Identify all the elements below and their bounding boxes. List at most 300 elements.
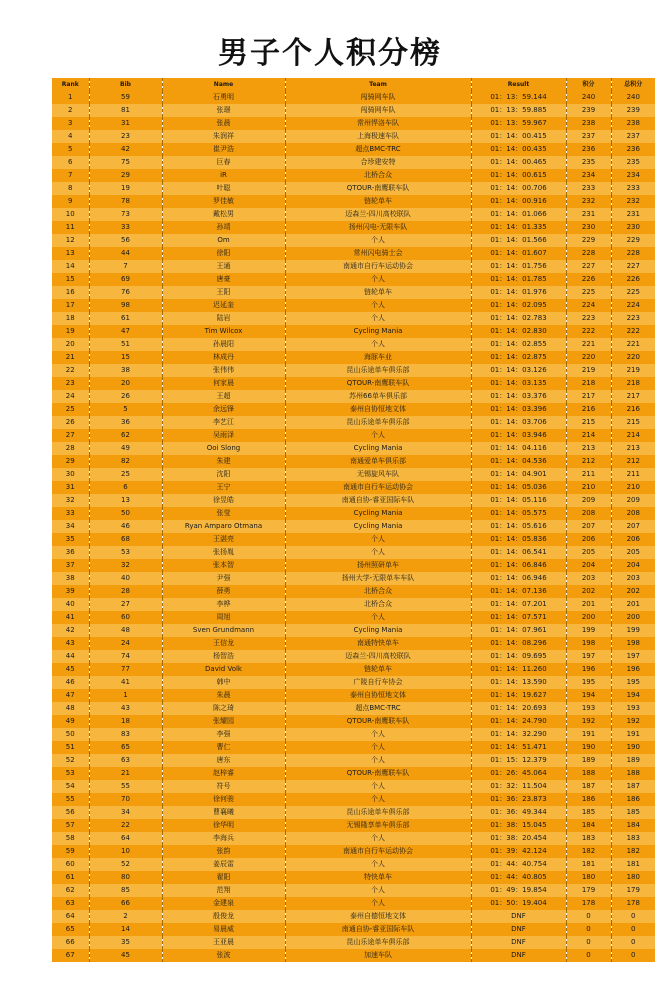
cell-rank: 48 bbox=[52, 702, 89, 715]
cell-total-points: 201 bbox=[611, 598, 655, 611]
table-row bbox=[52, 104, 655, 117]
table-row bbox=[52, 520, 655, 533]
cell-bib: 76 bbox=[89, 286, 162, 299]
cell-result: DNF bbox=[471, 936, 566, 949]
cell-total-points: 193 bbox=[611, 702, 655, 715]
cell-name: 戴松男 bbox=[162, 208, 285, 221]
cell-result: 01：14：01.566 bbox=[471, 234, 566, 247]
cell-team: Cycling Mania bbox=[285, 507, 471, 520]
cell-name: 张韵 bbox=[162, 845, 285, 858]
cell-bib: 18 bbox=[89, 715, 162, 728]
cell-team: 常州悍洛车队 bbox=[285, 117, 471, 130]
cell-bib: 64 bbox=[89, 832, 162, 845]
cell-points: 187 bbox=[566, 780, 611, 793]
cell-bib: 62 bbox=[89, 429, 162, 442]
cell-total-points: 228 bbox=[611, 247, 655, 260]
cell-rank: 41 bbox=[52, 611, 89, 624]
cell-name: 唐豪 bbox=[162, 273, 285, 286]
cell-points: 178 bbox=[566, 897, 611, 910]
cell-rank: 4 bbox=[52, 130, 89, 143]
cell-bib: 61 bbox=[89, 312, 162, 325]
cell-result: 01：14：13.590 bbox=[471, 676, 566, 689]
table-row bbox=[52, 494, 655, 507]
cell-name: 张本智 bbox=[162, 559, 285, 572]
cell-result: 01：14：51.471 bbox=[471, 741, 566, 754]
cell-rank: 51 bbox=[52, 741, 89, 754]
cell-result: 01：14：07.961 bbox=[471, 624, 566, 637]
cell-rank: 28 bbox=[52, 442, 89, 455]
cell-rank: 32 bbox=[52, 494, 89, 507]
cell-team: 南通市自行车运动协会 bbox=[285, 481, 471, 494]
cell-rank: 64 bbox=[52, 910, 89, 923]
cell-rank: 38 bbox=[52, 572, 89, 585]
cell-name: 王通 bbox=[162, 260, 285, 273]
cell-result: 01：14：03.946 bbox=[471, 429, 566, 442]
cell-bib: 41 bbox=[89, 676, 162, 689]
cell-total-points: 204 bbox=[611, 559, 655, 572]
cell-rank: 25 bbox=[52, 403, 89, 416]
cell-points: 180 bbox=[566, 871, 611, 884]
cell-rank: 67 bbox=[52, 949, 89, 962]
cell-team: 个人 bbox=[285, 299, 471, 312]
cell-total-points: 238 bbox=[611, 117, 655, 130]
cell-bib: 78 bbox=[89, 195, 162, 208]
cell-result: 01：36：49.344 bbox=[471, 806, 566, 819]
cell-total-points: 233 bbox=[611, 182, 655, 195]
cell-team: 个人 bbox=[285, 338, 471, 351]
table-row bbox=[52, 624, 655, 637]
cell-bib: 19 bbox=[89, 182, 162, 195]
cell-total-points: 179 bbox=[611, 884, 655, 897]
cell-rank: 17 bbox=[52, 299, 89, 312]
cell-team: 北桥合众 bbox=[285, 598, 471, 611]
cell-rank: 50 bbox=[52, 728, 89, 741]
cell-result: 01：14：00.435 bbox=[471, 143, 566, 156]
cell-points: 234 bbox=[566, 169, 611, 182]
cell-points: 211 bbox=[566, 468, 611, 481]
cell-total-points: 211 bbox=[611, 468, 655, 481]
cell-team: 个人 bbox=[285, 611, 471, 624]
cell-result: 01：14：02.095 bbox=[471, 299, 566, 312]
cell-bib: 29 bbox=[89, 169, 162, 182]
cell-total-points: 194 bbox=[611, 689, 655, 702]
cell-bib: 33 bbox=[89, 221, 162, 234]
cell-bib: 6 bbox=[89, 481, 162, 494]
cell-points: 220 bbox=[566, 351, 611, 364]
cell-name: 何家晨 bbox=[162, 377, 285, 390]
cell-bib: 25 bbox=[89, 468, 162, 481]
cell-points: 189 bbox=[566, 754, 611, 767]
cell-result: 01：50：19.404 bbox=[471, 897, 566, 910]
cell-bib: 49 bbox=[89, 442, 162, 455]
table-row bbox=[52, 819, 655, 832]
cell-name: Sven Grundmann bbox=[162, 624, 285, 637]
cell-result: 01：44：40.754 bbox=[471, 858, 566, 871]
cell-result: 01：14：00.465 bbox=[471, 156, 566, 169]
cell-result: 01：14：01.756 bbox=[471, 260, 566, 273]
table-row bbox=[52, 689, 655, 702]
cell-rank: 24 bbox=[52, 390, 89, 403]
cell-team: 个人 bbox=[285, 273, 471, 286]
cell-total-points: 235 bbox=[611, 156, 655, 169]
cell-rank: 5 bbox=[52, 143, 89, 156]
cell-total-points: 224 bbox=[611, 299, 655, 312]
table-row bbox=[52, 533, 655, 546]
cell-points: 0 bbox=[566, 910, 611, 923]
cell-total-points: 214 bbox=[611, 429, 655, 442]
cell-total-points: 218 bbox=[611, 377, 655, 390]
cell-total-points: 221 bbox=[611, 338, 655, 351]
cell-points: 198 bbox=[566, 637, 611, 650]
cell-points: 210 bbox=[566, 481, 611, 494]
cell-points: 206 bbox=[566, 533, 611, 546]
cell-rank: 39 bbox=[52, 585, 89, 598]
cell-bib: 47 bbox=[89, 325, 162, 338]
cell-total-points: 231 bbox=[611, 208, 655, 221]
cell-rank: 37 bbox=[52, 559, 89, 572]
cell-total-points: 226 bbox=[611, 273, 655, 286]
cell-result: 01：14：01.066 bbox=[471, 208, 566, 221]
cell-points: 231 bbox=[566, 208, 611, 221]
cell-bib: 83 bbox=[89, 728, 162, 741]
cell-team: Cycling Mania bbox=[285, 624, 471, 637]
cell-result: 01：14：32.290 bbox=[471, 728, 566, 741]
cell-rank: 2 bbox=[52, 104, 89, 117]
cell-bib: 50 bbox=[89, 507, 162, 520]
cell-total-points: 180 bbox=[611, 871, 655, 884]
cell-bib: 40 bbox=[89, 572, 162, 585]
cell-name: 吴雨泽 bbox=[162, 429, 285, 442]
cell-points: 209 bbox=[566, 494, 611, 507]
cell-name: 李艺江 bbox=[162, 416, 285, 429]
table-row bbox=[52, 949, 655, 962]
cell-total-points: 203 bbox=[611, 572, 655, 585]
table-row bbox=[52, 442, 655, 455]
cell-result: 01：14：01.785 bbox=[471, 273, 566, 286]
cell-total-points: 0 bbox=[611, 949, 655, 962]
cell-name: iR bbox=[162, 169, 285, 182]
table-row bbox=[52, 923, 655, 936]
cell-team: 个人 bbox=[285, 741, 471, 754]
table-row bbox=[52, 286, 655, 299]
cell-points: 215 bbox=[566, 416, 611, 429]
cell-points: 195 bbox=[566, 676, 611, 689]
cell-points: 204 bbox=[566, 559, 611, 572]
table-row bbox=[52, 390, 655, 403]
header-rank: Rank bbox=[52, 78, 89, 91]
cell-name: 陈之琦 bbox=[162, 702, 285, 715]
cell-result: DNF bbox=[471, 910, 566, 923]
cell-name: 王超 bbox=[162, 390, 285, 403]
cell-total-points: 0 bbox=[611, 936, 655, 949]
cell-team: Cycling Mania bbox=[285, 520, 471, 533]
cell-rank: 62 bbox=[52, 884, 89, 897]
cell-rank: 33 bbox=[52, 507, 89, 520]
cell-total-points: 205 bbox=[611, 546, 655, 559]
cell-total-points: 202 bbox=[611, 585, 655, 598]
cell-result: 01：14：09.695 bbox=[471, 650, 566, 663]
cell-rank: 6 bbox=[52, 156, 89, 169]
cell-bib: 36 bbox=[89, 416, 162, 429]
cell-team: Cycling Mania bbox=[285, 442, 471, 455]
cell-points: 208 bbox=[566, 507, 611, 520]
cell-total-points: 198 bbox=[611, 637, 655, 650]
table-row bbox=[52, 221, 655, 234]
cell-bib: 15 bbox=[89, 351, 162, 364]
cell-result: 01：14：07.136 bbox=[471, 585, 566, 598]
cell-name: 赵梓睿 bbox=[162, 767, 285, 780]
cell-rank: 10 bbox=[52, 208, 89, 221]
table-row bbox=[52, 273, 655, 286]
cell-team: 个人 bbox=[285, 312, 471, 325]
header-team: Team bbox=[285, 78, 471, 91]
cell-bib: 53 bbox=[89, 546, 162, 559]
cell-bib: 45 bbox=[89, 949, 162, 962]
table-row bbox=[52, 481, 655, 494]
cell-points: 237 bbox=[566, 130, 611, 143]
cell-bib: 5 bbox=[89, 403, 162, 416]
table-row bbox=[52, 429, 655, 442]
cell-result: 01：14：07.201 bbox=[471, 598, 566, 611]
cell-total-points: 183 bbox=[611, 832, 655, 845]
table-row bbox=[52, 299, 655, 312]
cell-result: 01：14：03.706 bbox=[471, 416, 566, 429]
cell-points: 185 bbox=[566, 806, 611, 819]
table-row bbox=[52, 338, 655, 351]
cell-bib: 73 bbox=[89, 208, 162, 221]
table-row bbox=[52, 546, 655, 559]
cell-rank: 66 bbox=[52, 936, 89, 949]
table-row bbox=[52, 793, 655, 806]
cell-name: Om bbox=[162, 234, 285, 247]
cell-result: 01：26：45.064 bbox=[471, 767, 566, 780]
table-row bbox=[52, 741, 655, 754]
cell-result: 01：13：59.144 bbox=[471, 91, 566, 104]
cell-name: 孙晨阳 bbox=[162, 338, 285, 351]
cell-points: 184 bbox=[566, 819, 611, 832]
cell-name: Ryan Amparo Otmana bbox=[162, 520, 285, 533]
cell-name: 徐华明 bbox=[162, 819, 285, 832]
cell-rank: 59 bbox=[52, 845, 89, 858]
table-row bbox=[52, 195, 655, 208]
cell-name: 陆岩 bbox=[162, 312, 285, 325]
cell-name: 薛勇 bbox=[162, 585, 285, 598]
header-name: Name bbox=[162, 78, 285, 91]
table-row bbox=[52, 650, 655, 663]
cell-result: 01：14：03.135 bbox=[471, 377, 566, 390]
cell-team: 南通自协-睿亚国际车队 bbox=[285, 923, 471, 936]
cell-points: 205 bbox=[566, 546, 611, 559]
cell-bib: 52 bbox=[89, 858, 162, 871]
table-row bbox=[52, 325, 655, 338]
cell-total-points: 181 bbox=[611, 858, 655, 871]
cell-bib: 21 bbox=[89, 767, 162, 780]
cell-rank: 40 bbox=[52, 598, 89, 611]
cell-rank: 21 bbox=[52, 351, 89, 364]
table-row bbox=[52, 598, 655, 611]
cell-rank: 23 bbox=[52, 377, 89, 390]
cell-total-points: 197 bbox=[611, 650, 655, 663]
cell-total-points: 223 bbox=[611, 312, 655, 325]
cell-bib: 28 bbox=[89, 585, 162, 598]
cell-rank: 35 bbox=[52, 533, 89, 546]
cell-name: 巨春 bbox=[162, 156, 285, 169]
cell-team: 个人 bbox=[285, 728, 471, 741]
cell-bib: 48 bbox=[89, 624, 162, 637]
table-row bbox=[52, 416, 655, 429]
cell-rank: 27 bbox=[52, 429, 89, 442]
cell-bib: 27 bbox=[89, 598, 162, 611]
cell-rank: 3 bbox=[52, 117, 89, 130]
cell-bib: 2 bbox=[89, 910, 162, 923]
cell-rank: 13 bbox=[52, 247, 89, 260]
table-row bbox=[52, 780, 655, 793]
cell-rank: 16 bbox=[52, 286, 89, 299]
cell-total-points: 192 bbox=[611, 715, 655, 728]
cell-total-points: 236 bbox=[611, 143, 655, 156]
cell-team: 个人 bbox=[285, 832, 471, 845]
cell-points: 0 bbox=[566, 949, 611, 962]
cell-rank: 61 bbox=[52, 871, 89, 884]
cell-result: 01：14：03.126 bbox=[471, 364, 566, 377]
cell-result: 01：14：00.916 bbox=[471, 195, 566, 208]
table-row bbox=[52, 936, 655, 949]
cell-rank: 18 bbox=[52, 312, 89, 325]
cell-bib: 63 bbox=[89, 754, 162, 767]
cell-name: 符号 bbox=[162, 780, 285, 793]
cell-name: 周旭 bbox=[162, 611, 285, 624]
cell-points: 225 bbox=[566, 286, 611, 299]
cell-name: 翟阳 bbox=[162, 871, 285, 884]
cell-result: 01：32：11.504 bbox=[471, 780, 566, 793]
cell-points: 219 bbox=[566, 364, 611, 377]
cell-points: 227 bbox=[566, 260, 611, 273]
cell-team: Cycling Mania bbox=[285, 325, 471, 338]
cell-rank: 47 bbox=[52, 689, 89, 702]
cell-total-points: 0 bbox=[611, 910, 655, 923]
cell-points: 188 bbox=[566, 767, 611, 780]
cell-points: 238 bbox=[566, 117, 611, 130]
cell-rank: 55 bbox=[52, 793, 89, 806]
cell-result: DNF bbox=[471, 923, 566, 936]
cell-result: 01：14：02.875 bbox=[471, 351, 566, 364]
cell-points: 0 bbox=[566, 923, 611, 936]
cell-rank: 30 bbox=[52, 468, 89, 481]
cell-result: 01：14：01.335 bbox=[471, 221, 566, 234]
cell-points: 217 bbox=[566, 390, 611, 403]
cell-team: 个人 bbox=[285, 533, 471, 546]
cell-points: 179 bbox=[566, 884, 611, 897]
cell-points: 218 bbox=[566, 377, 611, 390]
cell-points: 230 bbox=[566, 221, 611, 234]
cell-name: 姜辰雷 bbox=[162, 858, 285, 871]
cell-team: 北桥合众 bbox=[285, 169, 471, 182]
cell-name: 尹强 bbox=[162, 572, 285, 585]
cell-rank: 57 bbox=[52, 819, 89, 832]
cell-bib: 80 bbox=[89, 871, 162, 884]
cell-name: 林成丹 bbox=[162, 351, 285, 364]
cell-team: 链轮单车 bbox=[285, 195, 471, 208]
cell-name: 孙靖 bbox=[162, 221, 285, 234]
cell-bib: 60 bbox=[89, 611, 162, 624]
table-row bbox=[52, 611, 655, 624]
cell-bib: 66 bbox=[89, 897, 162, 910]
cell-team: 南通市自行车运动协会 bbox=[285, 260, 471, 273]
cell-team: 链轮单车 bbox=[285, 663, 471, 676]
cell-result: DNF bbox=[471, 949, 566, 962]
cell-team: 个人 bbox=[285, 429, 471, 442]
cell-name: 易晨威 bbox=[162, 923, 285, 936]
cell-bib: 26 bbox=[89, 390, 162, 403]
cell-bib: 43 bbox=[89, 702, 162, 715]
cell-result: 01：14：00.615 bbox=[471, 169, 566, 182]
cell-name: 曹襄曦 bbox=[162, 806, 285, 819]
cell-name: 王信龙 bbox=[162, 637, 285, 650]
table-row bbox=[52, 234, 655, 247]
cell-name: 迟延奎 bbox=[162, 299, 285, 312]
cell-total-points: 182 bbox=[611, 845, 655, 858]
cell-rank: 7 bbox=[52, 169, 89, 182]
cell-team: 特快单车 bbox=[285, 871, 471, 884]
cell-name: 朱润祥 bbox=[162, 130, 285, 143]
cell-team: 闯骑网车队 bbox=[285, 104, 471, 117]
cell-name: 徐阳 bbox=[162, 247, 285, 260]
cell-points: 228 bbox=[566, 247, 611, 260]
cell-total-points: 186 bbox=[611, 793, 655, 806]
cell-result: 01：14：06.946 bbox=[471, 572, 566, 585]
cell-result: 01：14：19.627 bbox=[471, 689, 566, 702]
cell-name: 王阳 bbox=[162, 286, 285, 299]
cell-bib: 74 bbox=[89, 650, 162, 663]
cell-result: 01：14：05.036 bbox=[471, 481, 566, 494]
cell-rank: 52 bbox=[52, 754, 89, 767]
cell-name: 叶聪 bbox=[162, 182, 285, 195]
cell-total-points: 184 bbox=[611, 819, 655, 832]
cell-result: 01：14：05.575 bbox=[471, 507, 566, 520]
table-row bbox=[52, 728, 655, 741]
cell-total-points: 229 bbox=[611, 234, 655, 247]
cell-points: 216 bbox=[566, 403, 611, 416]
cell-team: 个人 bbox=[285, 780, 471, 793]
table-row bbox=[52, 845, 655, 858]
cell-name: 沈阳 bbox=[162, 468, 285, 481]
cell-team: 合珍建安特 bbox=[285, 156, 471, 169]
cell-rank: 31 bbox=[52, 481, 89, 494]
cell-bib: 75 bbox=[89, 156, 162, 169]
cell-total-points: 199 bbox=[611, 624, 655, 637]
cell-points: 229 bbox=[566, 234, 611, 247]
cell-total-points: 206 bbox=[611, 533, 655, 546]
table-row bbox=[52, 91, 655, 104]
table-body bbox=[52, 91, 655, 962]
cell-rank: 20 bbox=[52, 338, 89, 351]
cell-rank: 14 bbox=[52, 260, 89, 273]
cell-rank: 19 bbox=[52, 325, 89, 338]
cell-team: 上海极速车队 bbox=[285, 130, 471, 143]
table-row bbox=[52, 806, 655, 819]
cell-bib: 35 bbox=[89, 936, 162, 949]
cell-result: 01：14：03.376 bbox=[471, 390, 566, 403]
cell-name: 张波 bbox=[162, 949, 285, 962]
cell-rank: 9 bbox=[52, 195, 89, 208]
table-row bbox=[52, 117, 655, 130]
cell-team: 超点BMC-TRC bbox=[285, 143, 471, 156]
header-row bbox=[52, 78, 655, 91]
cell-team: QTOUR-南鹰联车队 bbox=[285, 715, 471, 728]
cell-points: 183 bbox=[566, 832, 611, 845]
table-row bbox=[52, 156, 655, 169]
cell-name: 王亚晨 bbox=[162, 936, 285, 949]
